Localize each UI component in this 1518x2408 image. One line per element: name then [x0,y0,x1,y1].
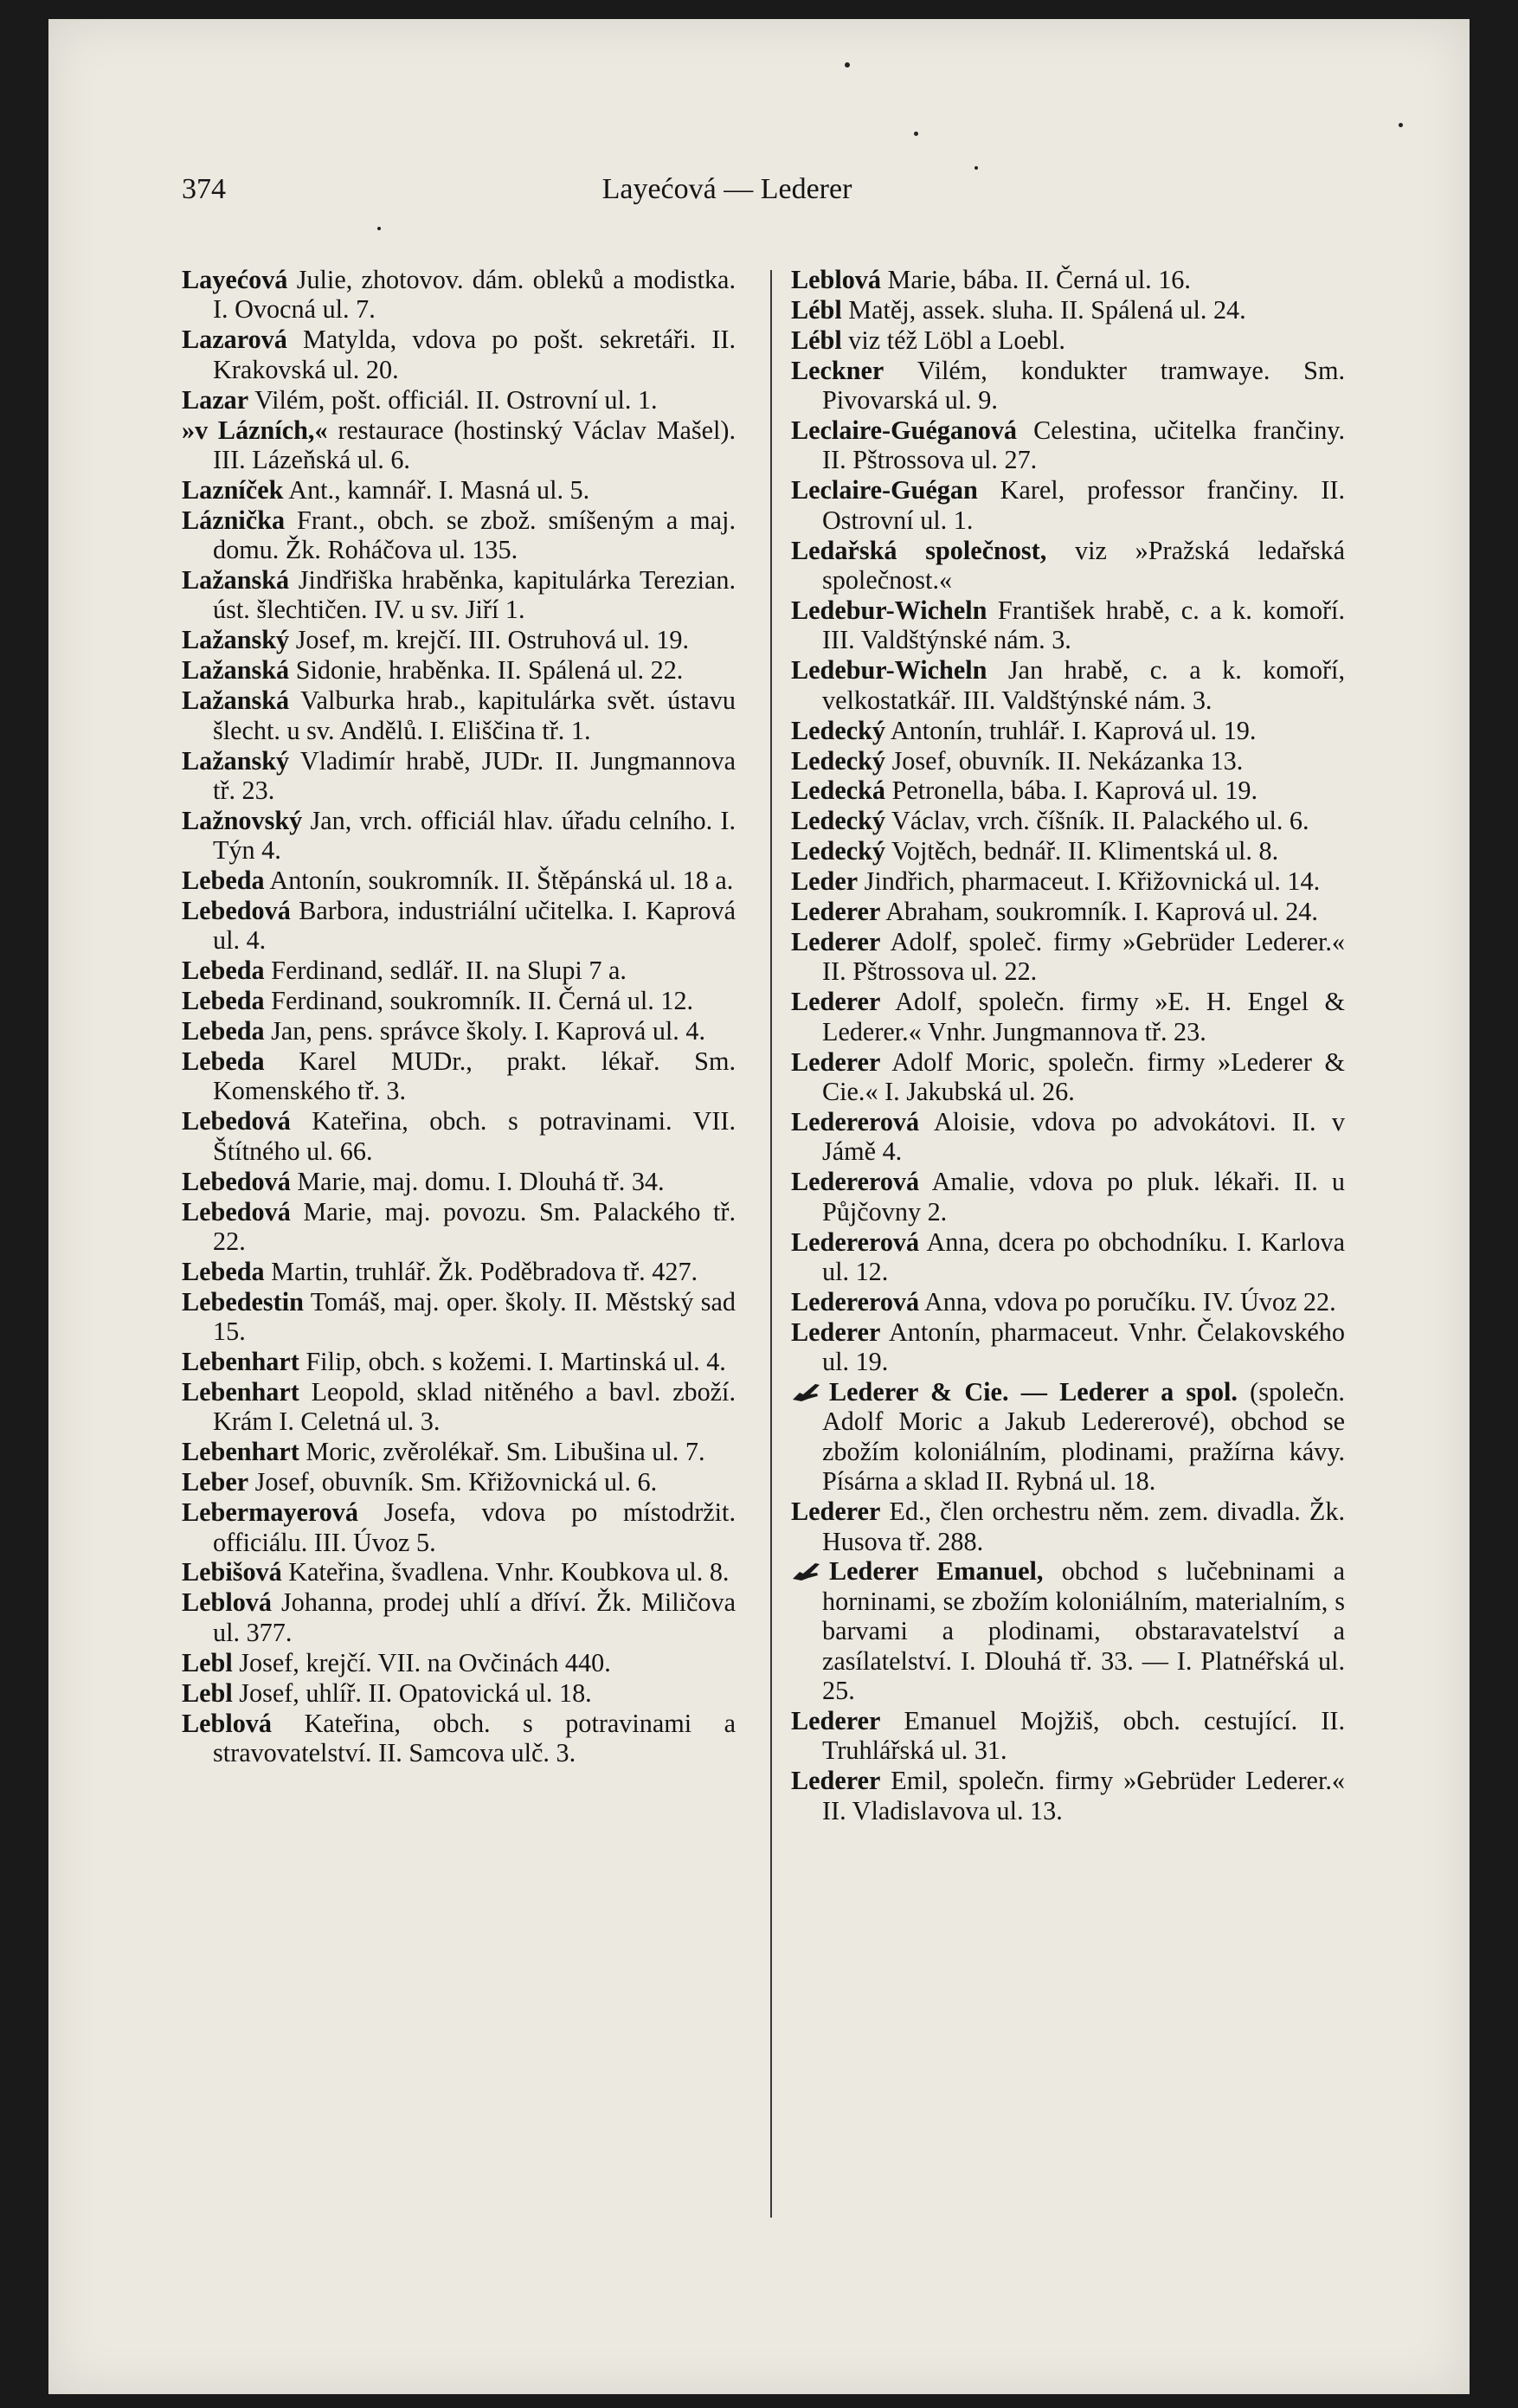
entry-details: Amalie, vdova po pluk. lékaři. II. u Půjčovny 2. [822,1167,1345,1227]
entry-details: restaurace (hostinský Václav Mašel). III. Lázeňská ul. 6. [213,415,736,474]
entry-name: Lažanský [182,745,290,776]
running-head: Layećová — Lederer [601,173,852,205]
entry-details: Kateřina, obch. s potravinami. VII. Štítného ul. 66. [213,1106,736,1166]
entry-name: Lebl [182,1647,233,1677]
entry-name: Lebedestin [182,1286,304,1317]
entry-name: Lebeda [182,1256,265,1286]
entry-details: Petronella, bába. I. Kaprová ul. 19. [885,776,1258,806]
directory-entry [182,1709,736,1768]
entry-details: (společn. Adolf Moric a Jakub Ledererové), obchod se zbožím koloniálním, plodinami, pražírna kávy. Písárna a sklad II. Rybná ul. 18. [822,1377,1345,1497]
entry-details: Anna, vdova po poručíku. IV. Úvoz 22. [919,1286,1336,1317]
directory-entry [182,1167,736,1196]
entry-name: Lažanský [182,625,290,655]
entry-details: Leopold, sklad nitěného a bavl. zboží. Krám I. Celetná ul. 3. [213,1377,736,1437]
entry-name: »v Lázních,« [182,415,328,445]
entry-name: Lazar [182,384,249,415]
entry-details: Kateřina, obch. s potravinami a stravovatelství. II. Samcova ulč. 3. [213,1708,736,1767]
directory-entry [791,265,1345,294]
entry-details: Emanuel Mojžiš, obch. cestující. II. Truhlářská ul. 31. [822,1706,1345,1766]
entry-details: Josef, uhlíř. II. Opatovická ul. 18. [232,1677,592,1708]
entry-name: Lebedová [182,1106,291,1136]
entry-details: Ferdinand, soukromník. II. Černá ul. 12. [264,986,694,1016]
speck [974,166,978,170]
directory-entry [182,686,736,745]
entry-name: Leblová [182,1587,272,1618]
directory-entry [791,1287,1345,1317]
directory-entry [791,1556,1345,1705]
entry-name: Leblová [182,1708,272,1738]
entry-name: Lažanská [182,655,290,686]
directory-entry [182,956,736,985]
entry-details: Frant., obch. se zbož. smíšeným a maj. domu. Žk. Roháčova ul. 135. [213,505,736,565]
directory-entry [182,625,736,654]
entry-details: Filip, obch. s kožemi. I. Martinská ul. 4. [299,1347,726,1377]
entry-details: Adolf, společ. firmy »Gebrüder Lederer.« II. Pštrossova ul. 22. [822,926,1345,987]
entry-name: Lebenhart [182,1347,299,1377]
directory-entry [791,746,1345,776]
entry-details: Antonín, truhlář. I. Kaprová ul. 19. [885,715,1257,745]
speck [845,62,850,68]
entry-details: Jan, pens. správce školy. I. Kaprová ul. 4. [264,1016,706,1046]
directory-entry [182,1347,736,1376]
entry-name: Lederer [791,1766,881,1796]
entry-details: Tomáš, maj. oper. školy. II. Městský sad 15. [213,1286,736,1347]
entry-details: Karel, professor frančiny. II. Ostrovní ul. 1. [822,475,1345,535]
directory-entry [791,536,1345,596]
entry-name: Ledařská společnost, [791,535,1047,565]
speck [377,227,381,230]
directory-entry [791,776,1345,805]
directory-entry [791,897,1345,926]
entry-details: obchod s lučebninami a horninami, se zbožím koloniálním, materialním, s barvami a plodinami, obstaravatelství a zasílatelství. I. Dlouhá tř. 33. — I. Platnéřská ul. 25. [822,1556,1345,1706]
directory-entry [791,806,1345,835]
entry-name: Lažanská [182,686,290,716]
directory-entry [791,295,1345,325]
entry-details: Kateřina, švadlena. Vnhr. Koubkova ul. 8. [281,1557,730,1587]
directory-entry [182,1257,736,1286]
directory-entry [791,356,1345,415]
directory-entry [182,1287,736,1347]
directory-entry [182,1557,736,1587]
entry-details: Emil, společn. firmy »Gebrüder Lederer.« II. Vladislavova ul. 13. [822,1766,1345,1825]
column-divider [770,270,772,2218]
directory-entry [791,836,1345,866]
entry-name: Lebeda [182,986,265,1016]
directory-entry [791,927,1345,987]
entry-name: Lebeda [182,1046,265,1077]
page-number: 374 [182,173,226,205]
entry-name: Lebeda [182,956,265,986]
entry-name: Lebenhart [182,1437,299,1467]
directory-entry [182,866,736,895]
entry-details: viz též Löbl a Loebl. [841,325,1065,355]
entry-name: Leclaire-Guéganová [791,415,1018,446]
entry-details: Josef, obuvník. Sm. Křižovnická ul. 6. [248,1467,658,1497]
entry-name: Lebedová [182,896,291,926]
entry-name: Ledecký [791,715,886,745]
entry-details: Valburka hrab., kapitulárka svět. ústavu šlecht. u sv. Andělů. I. Eliščina tř. 1. [213,686,736,745]
directory-entry [182,565,736,625]
directory-entry [791,1047,1345,1107]
entry-name: Lebedová [182,1196,291,1227]
entry-name: Lederer Emanuel, [829,1556,1044,1587]
entry-details: Anna, dcera po obchodníku. I. Karlova ul. 12. [822,1227,1345,1286]
directory-entry [182,265,736,325]
entry-details: Sidonie, hraběnka. II. Spálená ul. 22. [289,655,684,686]
entry-details: Barbora, industriální učitelka. I. Kaprová ul. 4. [213,896,736,956]
entry-details: Johanna, prodej uhlí a dříví. Žk. Miličova ul. 377. [213,1587,736,1647]
entry-details: Matěj, assek. sluha. II. Spálená ul. 24. [841,294,1246,325]
entry-name: Lebeda [182,1016,265,1046]
entry-name: Lederer [791,987,881,1017]
entry-details: Jindřiška hraběnka, kapitulárka Terezian. úst. šlechtičen. IV. u sv. Jiří 1. [213,565,736,625]
entry-name: Leblová [791,265,881,294]
directory-entry [182,1016,736,1046]
directory-entry [791,866,1345,896]
entry-name: Lazníček [182,474,284,505]
entry-name: Lebermayerová [182,1497,358,1528]
directory-entry [791,1227,1345,1287]
entry-details: viz »Pražská ledařská společnost.« [822,535,1345,596]
entry-name: Lažanská [182,565,290,596]
pointing-hand-icon [791,1560,826,1582]
entry-name: Lebenhart [182,1377,299,1407]
entry-name: Ledebur-Wicheln [791,655,987,686]
entry-name: Ledebur-Wicheln [791,595,987,625]
entry-details: Václav, vrch. číšník. II. Palackého ul. 6. [885,806,1309,836]
entry-details: Adolf Moric, společn. firmy »Lederer & Cie.« I. Jakubská ul. 26. [822,1046,1345,1106]
entry-name: Lederer [791,897,881,927]
entry-details: Marie, maj. domu. I. Dlouhá tř. 34. [290,1166,665,1196]
directory-entry [182,1497,736,1557]
directory-entry [182,1377,736,1437]
entry-name: Lébl [791,325,842,355]
speck [914,132,918,136]
directory-entry [791,475,1345,535]
entry-details: Vilém, kondukter tramwaye. Sm. Pivovarská ul. 9. [822,355,1345,415]
entry-details: Josefa, vdova po místodržit. officiálu. III. Úvoz 5. [213,1497,736,1557]
entry-details: Jan hrabě, c. a k. komoří, velkostatkář. III. Valdštýnské nám. 3. [822,655,1345,715]
pointing-hand-icon [791,1381,826,1403]
directory-entry [182,505,736,565]
entry-details: Ferdinand, sedlář. II. na Slupi 7 a. [264,956,627,986]
directory-entry [791,325,1345,355]
directory-entry [182,986,736,1015]
entry-details: Celestina, učitelka frančiny. II. Pštrossova ul. 27. [822,415,1345,475]
directory-entry [182,1437,736,1466]
entry-details: Antonín, soukromník. II. Štěpánská ul. 18 a. [264,866,734,896]
entry-details: Karel MUDr., prakt. lékař. Sm. Komenského tř. 3. [213,1046,736,1106]
entry-details: Abraham, soukromník. I. Kaprová ul. 24. [880,897,1318,927]
entry-name: Ledererová [791,1167,920,1197]
directory-entry [182,385,736,415]
entry-details: Jan, vrch. officiál hlav. úřadu celního. I. Týn 4. [213,805,736,866]
entry-name: Lederer [791,1706,881,1735]
entry-name: Ledecký [791,836,886,866]
entry-name: Leber [182,1467,249,1497]
directory-entry [182,1197,736,1257]
entry-name: Leclaire-Guégan [791,475,978,505]
directory-entry [791,1167,1345,1227]
entry-details: Vilém, pošt. officiál. II. Ostrovní ul. 1. [248,384,658,415]
entry-name: Layećová [182,265,288,294]
directory-entry [182,655,736,685]
directory-entry [791,1706,1345,1766]
directory-entry [182,415,736,475]
entry-name: Leckner [791,355,884,385]
entry-name: Lebl [182,1677,233,1708]
entry-name: Lederer [791,1497,881,1527]
entry-name: Lebišová [182,1557,282,1587]
entry-name: Ledererová [791,1227,920,1257]
entry-details: Martin, truhlář. Žk. Poděbradova tř. 427. [264,1256,698,1286]
entry-details: František hrabě, c. a k. komoří. III. Valdštýnské nám. 3. [822,595,1345,655]
entry-name: Lazarová [182,325,287,355]
entry-details: Jindřich, pharmaceut. I. Křižovnická ul. 14. [858,866,1321,897]
directory-entry [791,716,1345,745]
entry-details: Josef, obuvník. II. Nekázanka 13. [885,745,1244,776]
entry-details: Ed., člen orchestru něm. zem. divadla. Žk. Husova tř. 288. [822,1497,1345,1556]
directory-entry [182,806,736,866]
entry-name: Ledecká [791,776,886,806]
entry-name: Lederer [791,926,881,956]
directory-entry [791,596,1345,655]
entry-details: Adolf, společn. firmy »E. H. Engel & Lederer.« Vnhr. Jungmannova tř. 23. [822,987,1345,1046]
entry-name: Ledererová [791,1106,920,1136]
entry-name: Lederer [791,1317,881,1347]
directory-entry [791,987,1345,1046]
entry-name: Lebedová [182,1166,291,1196]
directory-entry [791,415,1345,475]
entry-name: Láznička [182,505,286,535]
page-header [182,173,1272,225]
entry-name: Lederer [791,1046,881,1077]
directory-entry [182,896,736,956]
directory-entry [791,1317,1345,1377]
entry-details: Vojtěch, bednář. II. Klimentská ul. 8. [885,836,1279,866]
directory-entry [182,325,736,384]
entry-details: Julie, zhotovov. dám. obleků a modistka. I. Ovocná ul. 7. [213,265,736,325]
speck [1399,123,1403,127]
entry-details: Josef, krejčí. VII. na Ovčinách 440. [232,1647,611,1677]
entry-details: Matylda, vdova po pošt. sekretáři. II. Krakovská ul. 20. [213,325,736,384]
entry-details: Marie, bába. II. Černá ul. 16. [881,265,1191,294]
directory-entry [791,1497,1345,1556]
entry-details: Josef, m. krejčí. III. Ostruhová ul. 19. [289,625,690,655]
entry-details: Antonín, pharmaceut. Vnhr. Čelakovského ul. 19. [822,1317,1345,1377]
entry-name: Lebeda [182,866,265,896]
right-column [791,265,1345,1826]
directory-entry [182,1678,736,1708]
entry-details: Vladimír hrabě, JUDr. II. Jungmannova tř. 23. [213,745,736,805]
entry-details: Marie, maj. povozu. Sm. Palackého tř. 22. [213,1196,736,1256]
entry-name: Leder [791,866,859,897]
entry-name: Lažnovský [182,805,303,835]
entry-name: Ledererová [791,1286,920,1317]
entry-details: Aloisie, vdova po advokátovi. II. v Jámě 4. [822,1106,1345,1167]
directory-entry [182,1467,736,1497]
directory-entry [791,1377,1345,1497]
directory-entry [182,1648,736,1677]
entry-name: Ledecký [791,745,886,776]
directory-entry [182,475,736,505]
directory-entry [182,1106,736,1166]
entry-details: Moric, zvěrolékař. Sm. Libušina ul. 7. [299,1437,705,1467]
directory-entry [182,1587,736,1647]
entry-name: Lederer & Cie. — Lederer a spol. [829,1377,1238,1407]
left-column [182,265,736,1768]
directory-entry [182,746,736,806]
directory-entry [791,655,1345,715]
entry-name: Ledecký [791,806,886,836]
directory-entry [791,1107,1345,1167]
entry-details: Ant., kamnář. I. Masná ul. 5. [283,474,590,505]
directory-entry [791,1766,1345,1825]
entry-name: Lébl [791,294,842,325]
directory-entry [182,1046,736,1106]
